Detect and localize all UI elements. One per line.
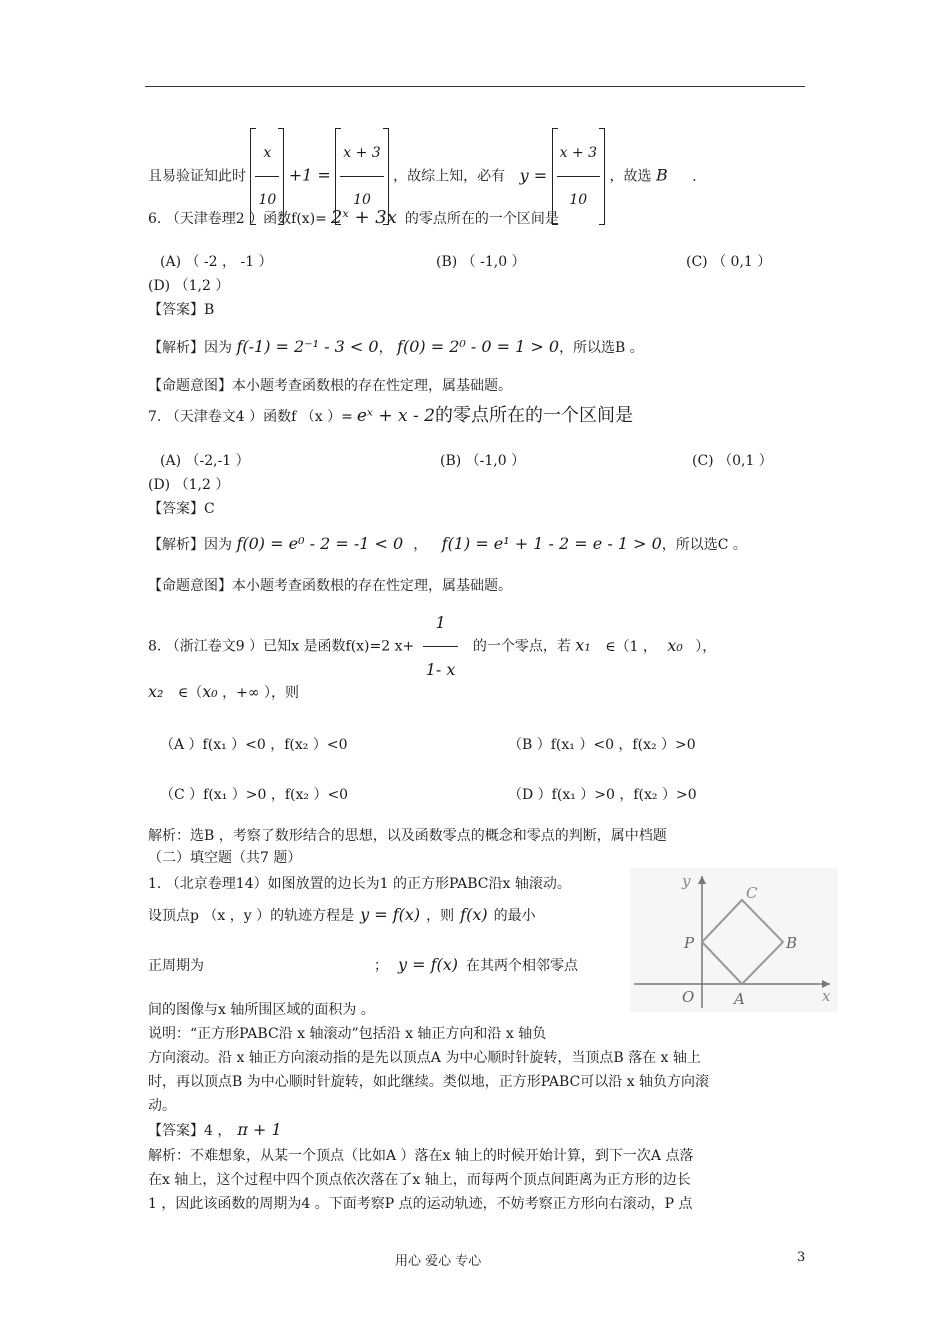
s2-paragraph-4: 间的图像与x 轴所围区域的面积为 。 — [148, 1002, 375, 1018]
q8-line2: x₂ ∈（x₀ ，+∞ ），则 — [148, 682, 299, 701]
text: ，故综上知，必有 — [393, 168, 506, 185]
s2-paragraph-5: 说明：“正方形PABC沿 x 轴滚动”包括沿 x 轴正方向和沿 x 轴负 — [148, 1026, 547, 1042]
q8-analysis: 解析：选B ，考察了数形结合的思想，以及函数零点的概念和零点的判断，属中档题 — [148, 828, 667, 844]
s2-paragraph-3: 正周期为 ； y = f(x) 在其两个相邻零点 — [148, 955, 579, 974]
s2-analysis-1: 解析：不难想象，从某一个顶点（比如A ）落在x 轴上的时候开始计算，到下一次A 点落 — [148, 1148, 694, 1164]
s2-paragraph-8: 动。 — [148, 1098, 176, 1114]
floor-bracket: $\frac{x + 3}{10}$ — [335, 128, 388, 225]
y-axis-label: y — [682, 872, 691, 890]
q6-option-a: (A) （ -2 ， -1 ） — [160, 254, 273, 270]
math: +1 = — [288, 165, 331, 185]
math: y = — [519, 165, 548, 185]
q6-intent: 【命题意图】本小题考查函数根的存在性定理，属基础题。 — [148, 378, 512, 394]
q6-option-c: (C) （ 0,1 ） — [686, 254, 772, 270]
s2-paragraph-6: 方向滚动。沿 x 轴正方向滚动指的是先以顶点A 为中心顺时针旋转，当顶点B 落在 x 轴上 — [148, 1050, 701, 1066]
vertex-c-label: C — [746, 884, 758, 902]
q6-analysis: 【解析】因为 f(-1) = 2⁻¹ - 3 < 0， f(0) = 2⁰ - 0 = 1 > 0，所以选B 。 — [148, 337, 644, 356]
header-rule — [145, 86, 805, 87]
s2-paragraph-2: 设顶点p （x ，y ）的轨迹方程是 y = f(x) ，则 f(x) 的最小 — [148, 905, 536, 924]
q8-option-c: （C ）f(x₁ ）>0 ，f(x₂ ）<0 — [160, 787, 349, 803]
q7-option-d: (D) （1,2 ） — [148, 477, 230, 493]
page-number: 3 — [797, 1250, 806, 1265]
q8-option-b: （B ）f(x₁ ）<0 ，f(x₂ ）>0 — [508, 737, 696, 753]
math: B — [655, 165, 668, 185]
s2-answer: 【答案】4 ， π + 1 — [148, 1120, 282, 1139]
q8-stem: 8. （浙江卷文9 ）已知x 是函数f(x)=2 x+ $\frac{1}{1- x}$ 的一个零点，若 x₁ ∈（1 ， x₀ ）， — [148, 600, 716, 693]
vertex-a-label: A — [734, 990, 745, 1008]
section-heading: （二）填空题（共7 题） — [148, 850, 302, 866]
q7-analysis: 【解析】因为 f(0) = e⁰ - 2 = -1 < 0 ， f(1) = e¹ + 1 - 2 = e - 1 > 0，所以选C 。 — [148, 534, 747, 553]
q6-option-b: (B) （ -1,0 ） — [436, 254, 526, 270]
vertex-b-label: B — [786, 934, 798, 952]
s2-paragraph-1: 1. （北京卷理14）如图放置的边长为1 的正方形PABC沿x 轴滚动。 — [148, 876, 571, 892]
q7-option-c: (C) （0,1 ） — [692, 453, 773, 469]
rolling-square-figure — [630, 868, 838, 1012]
text: 且易验证知此时 — [148, 168, 246, 185]
origin-label: O — [682, 988, 695, 1006]
q8-option-d: （D ）f(x₁ ）>0 ，f(x₂ ）>0 — [508, 787, 697, 803]
vertex-p-label: P — [684, 934, 695, 952]
q6-answer: 【答案】B — [148, 302, 215, 318]
x-axis-label: x — [822, 987, 831, 1005]
q7-intent: 【命题意图】本小题考查函数根的存在性定理，属基础题。 — [148, 578, 512, 594]
q7-option-b: (B) （-1,0 ） — [440, 453, 526, 469]
text: ，故选 — [609, 168, 652, 185]
q7-answer: 【答案】C — [148, 501, 215, 517]
s2-analysis-3: 1 ，因此该函数的周期为4 。下面考察P 点的运动轨迹，不妨考察正方形向右滚动，P 点 — [148, 1196, 693, 1212]
q8-option-a: （A ）f(x₁ ）<0 ，f(x₂ ）<0 — [160, 737, 348, 753]
q7-stem: 7. （天津卷文4 ）函数f （x ）= eˣ + x - 2的零点所在的一个区间是 — [148, 405, 633, 426]
q7-option-a: (A) （-2,-1 ） — [160, 453, 250, 469]
page-footer: 用心 爱心 专心 — [395, 1254, 482, 1269]
floor-bracket: $\frac{x + 3}{10}$ — [552, 128, 605, 225]
s2-paragraph-7: 时，再以顶点B 为中心顺时针旋转，如此继续。类似地，正方形PABC可以沿 x 轴负方向滚 — [148, 1074, 710, 1090]
s2-analysis-2: 在x 轴上，这个过程中四个顶点依次落在了x 轴上，而每两个顶点间距离为正方形的边长 — [148, 1172, 691, 1188]
text: . — [692, 168, 697, 185]
floor-bracket: $\frac{x}{10}$ — [250, 128, 284, 225]
q6-stem: 6. （天津卷理2 ）函数f(x)= 2ˣ + 3x 的零点所在的一个区间是 — [148, 207, 559, 228]
q6-option-d: (D) （1,2 ） — [148, 278, 230, 294]
